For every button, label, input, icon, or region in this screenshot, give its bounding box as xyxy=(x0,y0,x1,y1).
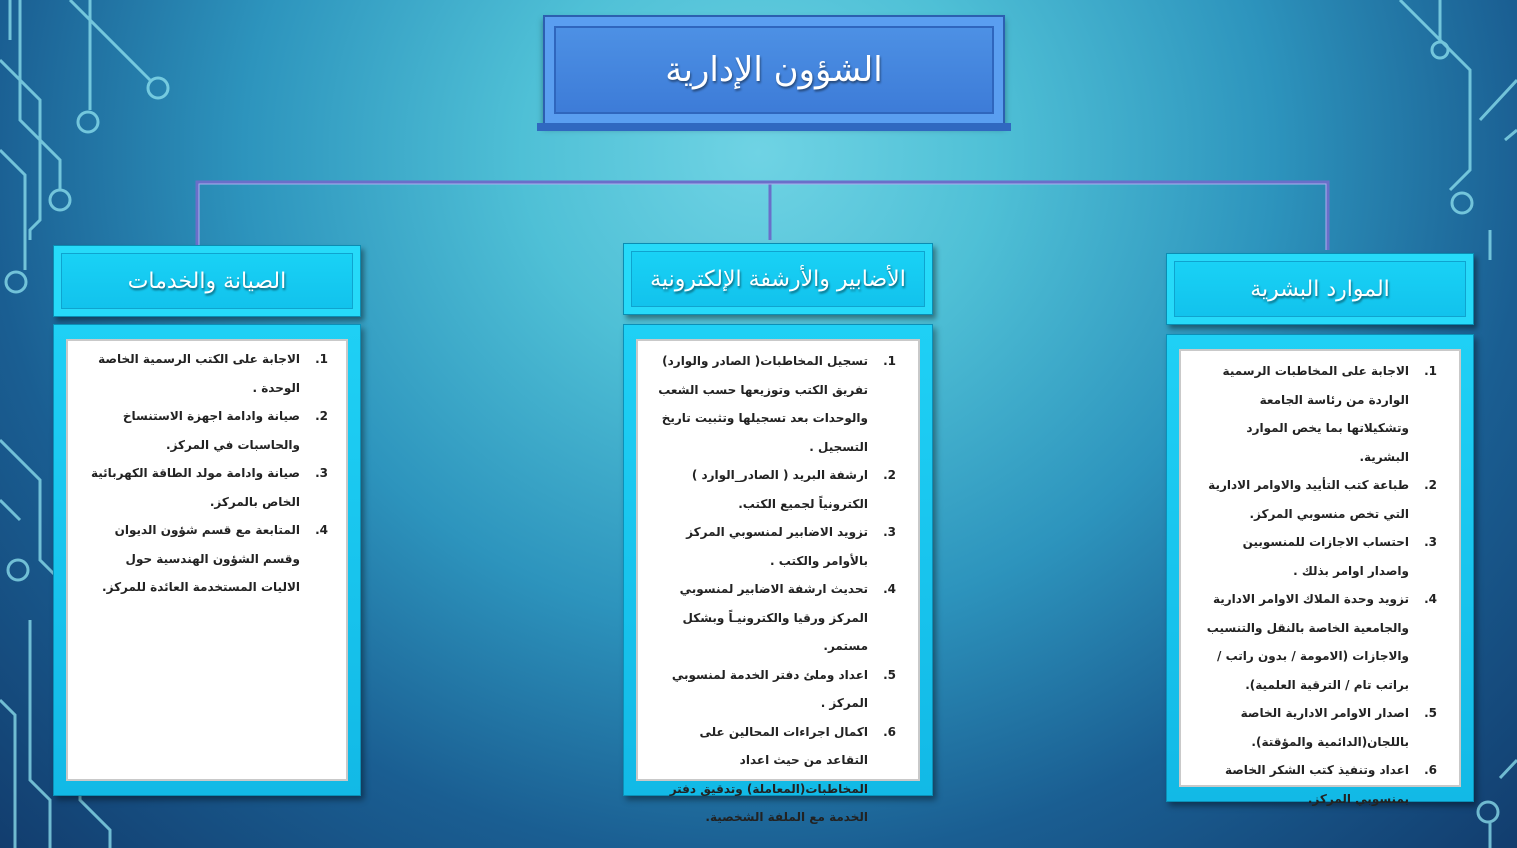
card-maintenance-services xyxy=(66,339,348,781)
item-number: 4. xyxy=(315,523,328,537)
item-number: 1. xyxy=(883,354,896,368)
list-item xyxy=(656,575,896,661)
item-number: 3. xyxy=(315,466,328,480)
card-files-archiving xyxy=(636,339,920,824)
list-item xyxy=(656,461,896,518)
list-item xyxy=(1205,699,1437,756)
header-files-archiving xyxy=(623,243,933,315)
item-number: 4. xyxy=(883,582,896,596)
panel-maintenance-services xyxy=(53,324,361,796)
item-number: 3. xyxy=(1424,535,1437,549)
item-text: صيانة وادامة مولد الطاقة الكهربائية الخاص بالمركز. xyxy=(90,466,300,509)
item-number: 1. xyxy=(1424,364,1437,378)
list-item xyxy=(86,345,328,402)
header-label: الصيانة والخدمات xyxy=(127,268,287,294)
item-text: تحديث ارشفة الاضابير لمنسوبي المركز ورقيا والكترونيـاً وبشكل مستمر. xyxy=(679,582,868,653)
panel-files-archiving xyxy=(623,324,933,824)
item-text: تزويد وحدة الملاك الاوامر الادارية والجامعية الخاصة بالنقل والتنسيب والاجازات (الامومة / بدون راتب / براتب تام / الترقية العلمية). xyxy=(1206,592,1409,692)
list-item xyxy=(656,347,896,461)
panel-human-resources xyxy=(1166,334,1474,806)
item-number: 4. xyxy=(1424,592,1437,606)
list-item xyxy=(1205,357,1437,471)
item-text: الاجابة على الكتب الرسمية الخاصة الوحدة . xyxy=(98,352,300,395)
item-text: احتساب الاجازات للمنسوبين واصدار اوامر بذلك . xyxy=(1242,535,1409,578)
list-item xyxy=(656,718,896,832)
item-text: اعداد وملئ دفتر الخدمة لمنسوبي المركز . xyxy=(671,667,868,710)
item-number: 3. xyxy=(883,525,896,539)
list-item xyxy=(1205,471,1437,528)
list-item xyxy=(1205,756,1437,813)
card-human-resources xyxy=(1179,349,1461,806)
list-item xyxy=(86,459,328,516)
list-item xyxy=(1205,528,1437,585)
item-number: 2. xyxy=(883,468,896,482)
item-number: 2. xyxy=(315,409,328,423)
item-number: 2. xyxy=(1424,478,1437,492)
item-text: صيانة وادامة اجهزة الاستنساخ والحاسبات في المركز. xyxy=(122,409,300,452)
item-number: 5. xyxy=(883,667,896,682)
item-text: اعداد وتنفيذ كتب الشكر الخاصة بمنسوبي المركز. xyxy=(1224,763,1409,806)
header-label: الأضابير والأرشفة الإلكترونية xyxy=(650,266,906,292)
item-text: اكمال اجراءات المحالين على التقاعد من حيث اعداد المخاطبات(المعاملة) وتدقيق دفتر الخدمة مع الملفة الشخصية. xyxy=(669,724,868,824)
item-number: 5. xyxy=(1424,706,1437,720)
item-text: الاجابة على المخاطبات الرسمية الواردة من رئاسة الجامعة وتشكيلاتها بما يخص الموارد البشرية. xyxy=(1222,364,1409,464)
list-item xyxy=(86,516,328,602)
item-number: 6. xyxy=(883,724,896,739)
list-human-resources xyxy=(1179,349,1461,813)
list-item xyxy=(656,661,896,718)
item-number: 6. xyxy=(1424,763,1437,777)
list-item xyxy=(656,518,896,575)
list-item xyxy=(86,402,328,459)
item-number: 1. xyxy=(315,352,328,366)
item-text: تزويد الاضابير لمنسوبي المركز بالأوامر والكتب . xyxy=(686,525,868,568)
diagram-title: الشؤون الإدارية xyxy=(665,50,883,90)
item-text: المتابعة مع قسم شؤون الديوان وقسم الشؤون الهندسية حول الاليات المستخدمة العائدة للمركز. xyxy=(102,523,300,594)
item-text: طباعة كتب التأييد والاوامر الادارية التي تخص منسوبي المركز. xyxy=(1208,478,1409,521)
item-text: تسجيل المخاطبات( الصادر والوارد) تفريق الكتب وتوزيعها حسب الشعب والوحدات بعد تسجيلها وتثبيت تاريخ التسجيل . xyxy=(658,354,868,454)
list-maintenance-services xyxy=(66,339,348,602)
list-item xyxy=(1205,585,1437,699)
list-files-archiving xyxy=(636,339,920,832)
header-label: الموارد البشرية xyxy=(1250,276,1390,302)
item-text: اصدار الاوامر الادارية الخاصة باللجان(الدائمية والمؤقتة). xyxy=(1240,706,1409,749)
item-text: ارشفة البريد ( الصادر_الوارد ) الكترونياً لجميع الكتب. xyxy=(691,468,868,511)
header-human-resources xyxy=(1166,253,1474,325)
title-box xyxy=(543,15,1005,125)
header-maintenance-services xyxy=(53,245,361,317)
title-box-bevel xyxy=(537,123,1011,131)
